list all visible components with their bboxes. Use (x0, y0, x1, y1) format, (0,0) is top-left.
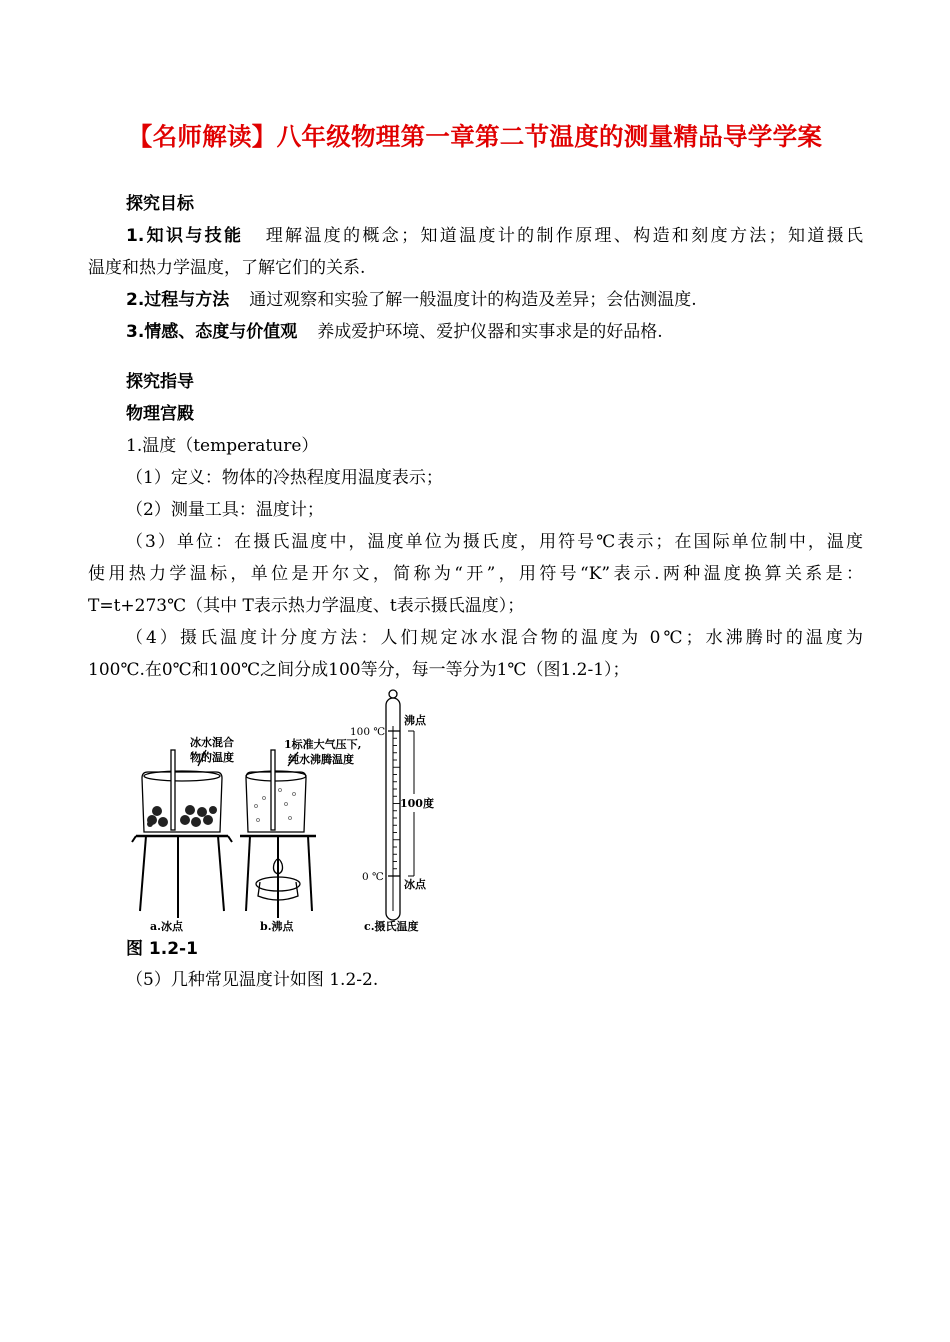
item-temperature: 1.温度（temperature） (126, 436, 319, 456)
goal-1-text: 理解温度的概念；知道温度计的制作原理、构造和刻度方法；知道摄氏 (263, 226, 864, 246)
guide-heading: 探究指导 (126, 372, 194, 392)
sub-label-b: b.沸点 (260, 920, 294, 933)
para-unit-line3: T=t+273℃（其中 T表示热力学温度、t表示摄氏温度）； (88, 596, 525, 616)
goal-1-line2: 温度和热力学温度，了解它们的关系. (88, 258, 366, 278)
temp-100-label: 100 ℃ (350, 726, 386, 738)
para-scale-line2: 100℃.在0℃和100℃之间分成100等分，每一等分为1℃（图1.2-1）； (88, 660, 630, 680)
para-scale-line1: （4）摄氏温度计分度方法：人们规定冰水混合物的温度为 0℃；水沸腾时的温度为 (126, 628, 863, 648)
document-title: 【名师解读】八年级物理第一章第二节温度的测量精品导学学案 (127, 122, 823, 151)
label-a-bottom: 物的温度 (190, 751, 234, 764)
para-unit-line1: （3）单位：在摄氏温度中，温度单位为摄氏度，用符号℃表示；在国际单位制中，温度 (126, 532, 863, 552)
goal-1-label: 1.知识与技能 (126, 226, 244, 246)
thermometer-figure (128, 686, 448, 936)
para-tool: （2）测量工具：温度计； (126, 500, 324, 520)
para-common-thermometers: （5）几种常见温度计如图 1.2-2. (126, 970, 379, 990)
label-a-top: 冰水混合 (190, 736, 234, 749)
scale-ticks (393, 731, 400, 876)
temp-0-label: 0 ℃ (362, 871, 384, 883)
label-b-top: 1标准大气压下, (284, 738, 362, 751)
guide-subheading: 物理宫殿 (126, 404, 194, 424)
sub-label-c: c.摄氏温度 (364, 920, 419, 933)
goal-3 (126, 316, 863, 348)
thermometer-scale-icon (386, 690, 400, 920)
goal-3-label: 3.情感、态度与价值观 (126, 322, 298, 342)
span-label: 100度 (400, 797, 434, 810)
beaker-ice-icon (132, 750, 232, 918)
boiling-point-label: 沸点 (404, 714, 426, 727)
para-definition: （1）定义：物体的冷热程度用温度表示； (126, 468, 443, 488)
goal-2-text: 通过观察和实验了解一般温度计的构造及差异；会估测温度. (249, 290, 697, 310)
freezing-point-label: 冰点 (404, 878, 426, 891)
sub-label-a: a.冰点 (150, 920, 183, 933)
goals-heading: 探究目标 (126, 194, 194, 214)
goal-3-text: 养成爱护环境、爱护仪器和实事求是的好品格. (317, 322, 663, 342)
label-b-bottom: 纯水沸腾温度 (288, 753, 354, 766)
para-unit-line2: 使用热力学温标，单位是开尔文，简称为“开”，用符号“K”表示.两种温度换算关系是： (88, 564, 863, 584)
figure-caption: 图 1.2-1 (126, 939, 198, 959)
beaker-boiling-icon (240, 750, 316, 918)
goal-2 (126, 284, 863, 316)
goal-1-line1 (126, 220, 863, 252)
goal-2-label: 2.过程与方法 (126, 290, 230, 310)
